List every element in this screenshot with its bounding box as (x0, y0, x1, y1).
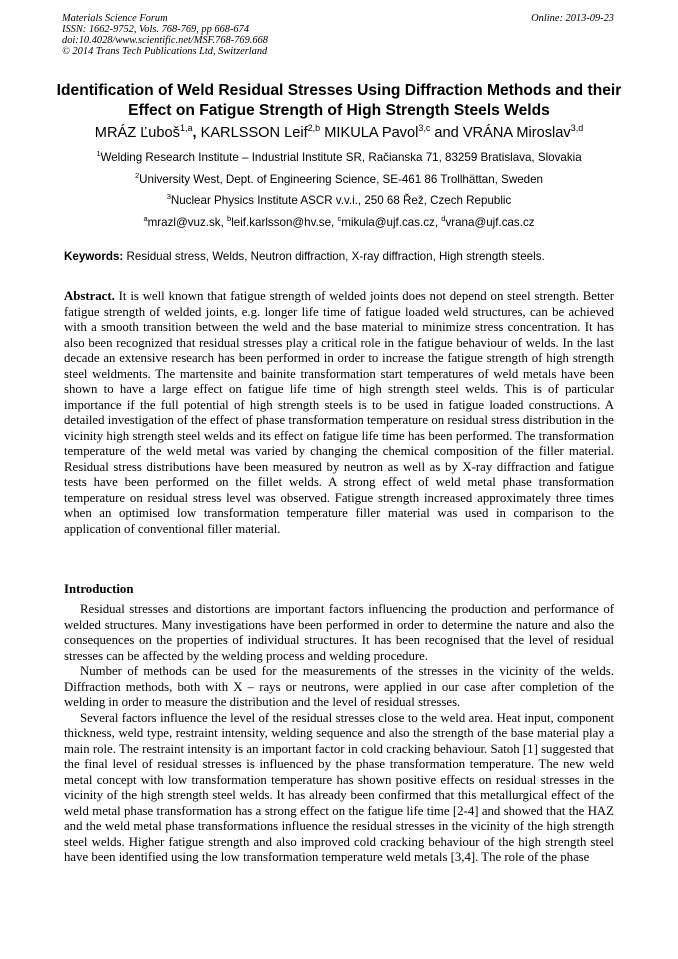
author-name: MIKULA Pavol (324, 125, 419, 141)
author-affil-sup: 1,a (179, 123, 193, 133)
doi-line: doi:10.4028/www.scientific.net/MSF.768-769.668 (62, 35, 268, 46)
author-affil-sup: 3,c (418, 123, 431, 133)
abstract-text: It is well known that fatigue strength of welded joints does not depend on steel strength. Better fatigue strength of welded joints, e.g. longer life time of fatigue loaded weld structures, can be achieved with a smooth transition between the weld and the base material to minimize stress concentration. It has also been recognized that residual stresses play a critical role in the fatigue behaviour of welds. In the last decade an extensive research has been performed in order to increase the fatigue strength of high strength steel weldments. The martensite and bainite transformation start temperatures of weld metals have been shown to have a large effect on fatigue life time of high strength steel welds. This is of particular importance if the full potential of high strength steels is to be used in fatigue loaded constructions. A detailed investigation of the effect of phase transformation temperature on residual stress distribution in the vicinity high strength steel welds and its effect on fatigue life time has been performed. The transformation temperature of the weld metal was varied by changing the chemical composition of the filler material. Residual stress distributions have been measured by neutron as well as by X-ray diffraction and fatigue tests have been performed on the fillet welds. A strong effect of weld metal phase transformation temperature on residual stress level was observed. Fatigue strength increased approximately three times when an optimised low transformation temperature filler material was used in comparison to the application of conventional filler material. (64, 289, 614, 536)
affiliation-text: University West, Dept. of Engineering Science, SE-461 86 Trollhättan, Sweden (139, 173, 544, 186)
affiliation-text: Welding Research Institute – Industrial Institute SR, Račianska 71, 83259 Bratislava, Slovakia (100, 151, 582, 164)
email-sup: c (337, 214, 342, 223)
email-list (20, 216, 658, 230)
affiliation-text: Nuclear Physics Institute ASCR v.v.i., 250 68 Řež, Czech Republic (170, 194, 512, 207)
journal-name: Materials Science Forum (62, 13, 168, 24)
paragraph: Residual stresses and distortions are important factors influencing the production and performance of welded structures. Many investigations have been performed in order to determine the nature and also the consequences on the properties of individual structures. It has been recognised that the level of residual stresses can be affected by the welding process and welding procedure. (64, 602, 614, 663)
author-affil-sup: 3,d (570, 123, 584, 133)
author-name: MRÁZ Ľuboš (94, 125, 180, 141)
author-name: VRÁNA Miroslav (462, 125, 571, 141)
copyright-line: © 2014 Trans Tech Publications Ltd, Switzerland (62, 46, 268, 57)
email-text: leif.karlsson@hv.se, (231, 216, 338, 229)
email-text: mikula@ujf.cas.cz, (341, 216, 442, 229)
author-name: KARLSSON Leif (200, 125, 308, 141)
email-sup: b (227, 214, 232, 223)
email-sup: a (143, 214, 148, 223)
email-text: vrana@ujf.cas.cz (445, 216, 535, 229)
abstract-label: Abstract. (64, 289, 115, 303)
affiliation-sup: 2 (134, 171, 140, 180)
abstract (64, 289, 614, 537)
affiliation-3 (20, 194, 658, 208)
affiliation-sup: 1 (96, 149, 101, 158)
introduction-body (64, 602, 614, 866)
email-sup: d (441, 214, 446, 223)
paragraph: Several factors influence the level of the residual stresses close to the weld area. Heat input, component thickness, weld type, restraint intensity, welding sequence and also the strength of the base material play a main role. The restraint intensity is an important factor in cold cracking behaviour. Satoh [1] suggested that the final level of residual stresses is influenced by the phase transformation temperature. The new weld metal concept with low transformation temperature has shown positive effects on residual stresses in the vicinity of the high strength steel welds. It has already been confirmed that this metallurgical effect of the weld metal phase transformation has a strong effect on the fatigue life time [2-4] and showed that the HAZ and the weld metal phase transformations influence the residual stresses in the vicinity of the high strength steel welds. Higher fatigue strength and also improved cold cracking behaviour of the high strength steel have been identified using the low transformation temperature weld metals [3,4]. The role of the phase (64, 710, 614, 864)
issn-line: ISSN: 1662-9752, Vols. 768-769, pp 668-674 (62, 24, 250, 35)
keywords-label: Keywords: (64, 250, 124, 263)
author-separator: and (430, 125, 463, 141)
keywords-text: Residual stress, Welds, Neutron diffraction, X-ray diffraction, High strength steels. (123, 250, 545, 263)
journal-info (62, 13, 268, 57)
paper-title: Identification of Weld Residual Stresses Using Diffraction Methods and their Effect on Fatigue Strength of High Strength Steels Welds (56, 82, 622, 119)
section-heading-introduction: Introduction (64, 582, 134, 596)
author-list (20, 124, 658, 142)
paragraph: Number of methods can be used for the measurements of the stresses in the vicinity of the welds. Diffraction methods, both with X – rays or neutrons, were applied in our case after completion of the welding in order to measure the distribution and the level of residual stresses. (64, 664, 614, 709)
author-affil-sup: 2,b (307, 123, 321, 133)
affiliation-1 (20, 151, 658, 165)
email-text: mrazl@vuz.sk, (147, 216, 228, 229)
affiliation-2 (20, 173, 658, 187)
keywords (64, 250, 620, 264)
online-date: Online: 2013-09-23 (531, 13, 614, 24)
affiliation-sup: 3 (166, 192, 171, 201)
author-separator: , (192, 125, 201, 141)
